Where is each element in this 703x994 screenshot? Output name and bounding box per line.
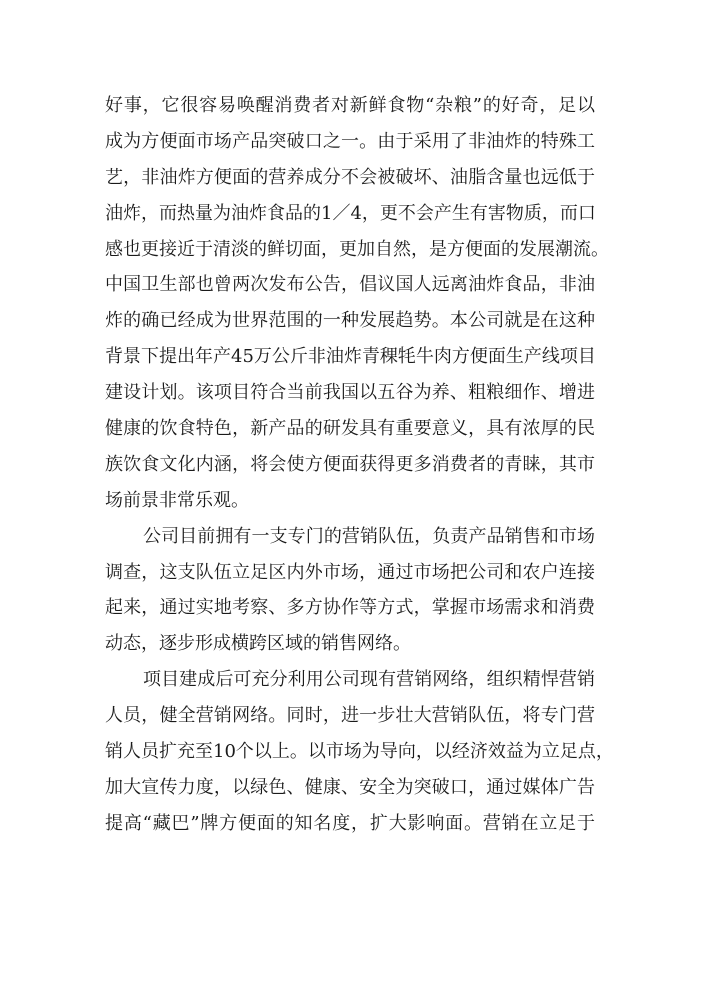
paragraph-line-19: 销人员扩充至10个以上。以市场为导向，以经济效益为立足点， xyxy=(105,741,614,763)
paragraph-line-11: 族饮食文化内涵，将会使方便面获得更多消费者的青睐，其市 xyxy=(105,453,595,475)
paragraph-line-7: 炸的确已经成为世界范围的一种发展趋势。本公司就是在这种 xyxy=(105,310,595,332)
paragraph-line-2: 成为方便面市场产品突破口之一。由于采用了非油炸的特殊工 xyxy=(105,130,595,152)
paragraph-line-12: 场前景非常乐观。 xyxy=(105,489,249,511)
paragraph-line-16: 动态，逐步形成横跨区域的销售网络。 xyxy=(105,633,411,655)
paragraph-line-1: 好事，它很容易唤醒消费者对新鲜食物“杂粮”的好奇，足以 xyxy=(105,95,595,116)
paragraph-line-9: 建设计划。该项目符合当前我国以五谷为养、粗粮细作、增进 xyxy=(105,382,595,404)
body-text xyxy=(105,88,614,842)
paragraph-line-6: 中国卫生部也曾两次发布公告，倡议国人远离油炸食品，非油 xyxy=(105,274,595,296)
paragraph-line-5: 感也更接近于清淡的鲜切面，更加自然，是方便面的发展潮流。 xyxy=(105,238,609,260)
paragraph-line-10: 健康的饮食特色，新产品的研发具有重要意义，具有浓厚的民 xyxy=(105,418,595,440)
paragraph-line-3: 艺，非油炸方便面的营养成分不会被破坏、油脂含量也远低于 xyxy=(105,166,595,188)
paragraph-line-15: 起来，通过实地考察、多方协作等方式，掌握市场需求和消费 xyxy=(105,597,595,619)
paragraph-line-13: 公司目前拥有一支专门的营销队伍，负责产品销售和市场 xyxy=(143,525,595,547)
paragraph-line-4: 油炸，而热量为油炸食品的1／4，更不会产生有害物质，而口 xyxy=(105,202,596,224)
paragraph-line-17: 项目建成后可充分利用公司现有营销网络，组织精悍营销 xyxy=(143,669,595,691)
paragraph-line-20: 加大宣传力度，以绿色、健康、安全为突破口，通过媒体广告 xyxy=(105,776,595,798)
paragraph-line-18: 人员，健全营销网络。同时，进一步壮大营销队伍，将专门营 xyxy=(105,705,595,727)
paragraph-line-14: 调查，这支队伍立足区内外市场，通过市场把公司和农户连接 xyxy=(105,561,595,583)
paragraph-line-8: 背景下提出年产45万公斤非油炸青稞牦牛肉方便面生产线项目 xyxy=(105,346,596,368)
paragraph-line-21: 提高“藏巴”牌方便面的知名度，扩大影响面。营销在立足于 xyxy=(105,812,595,834)
